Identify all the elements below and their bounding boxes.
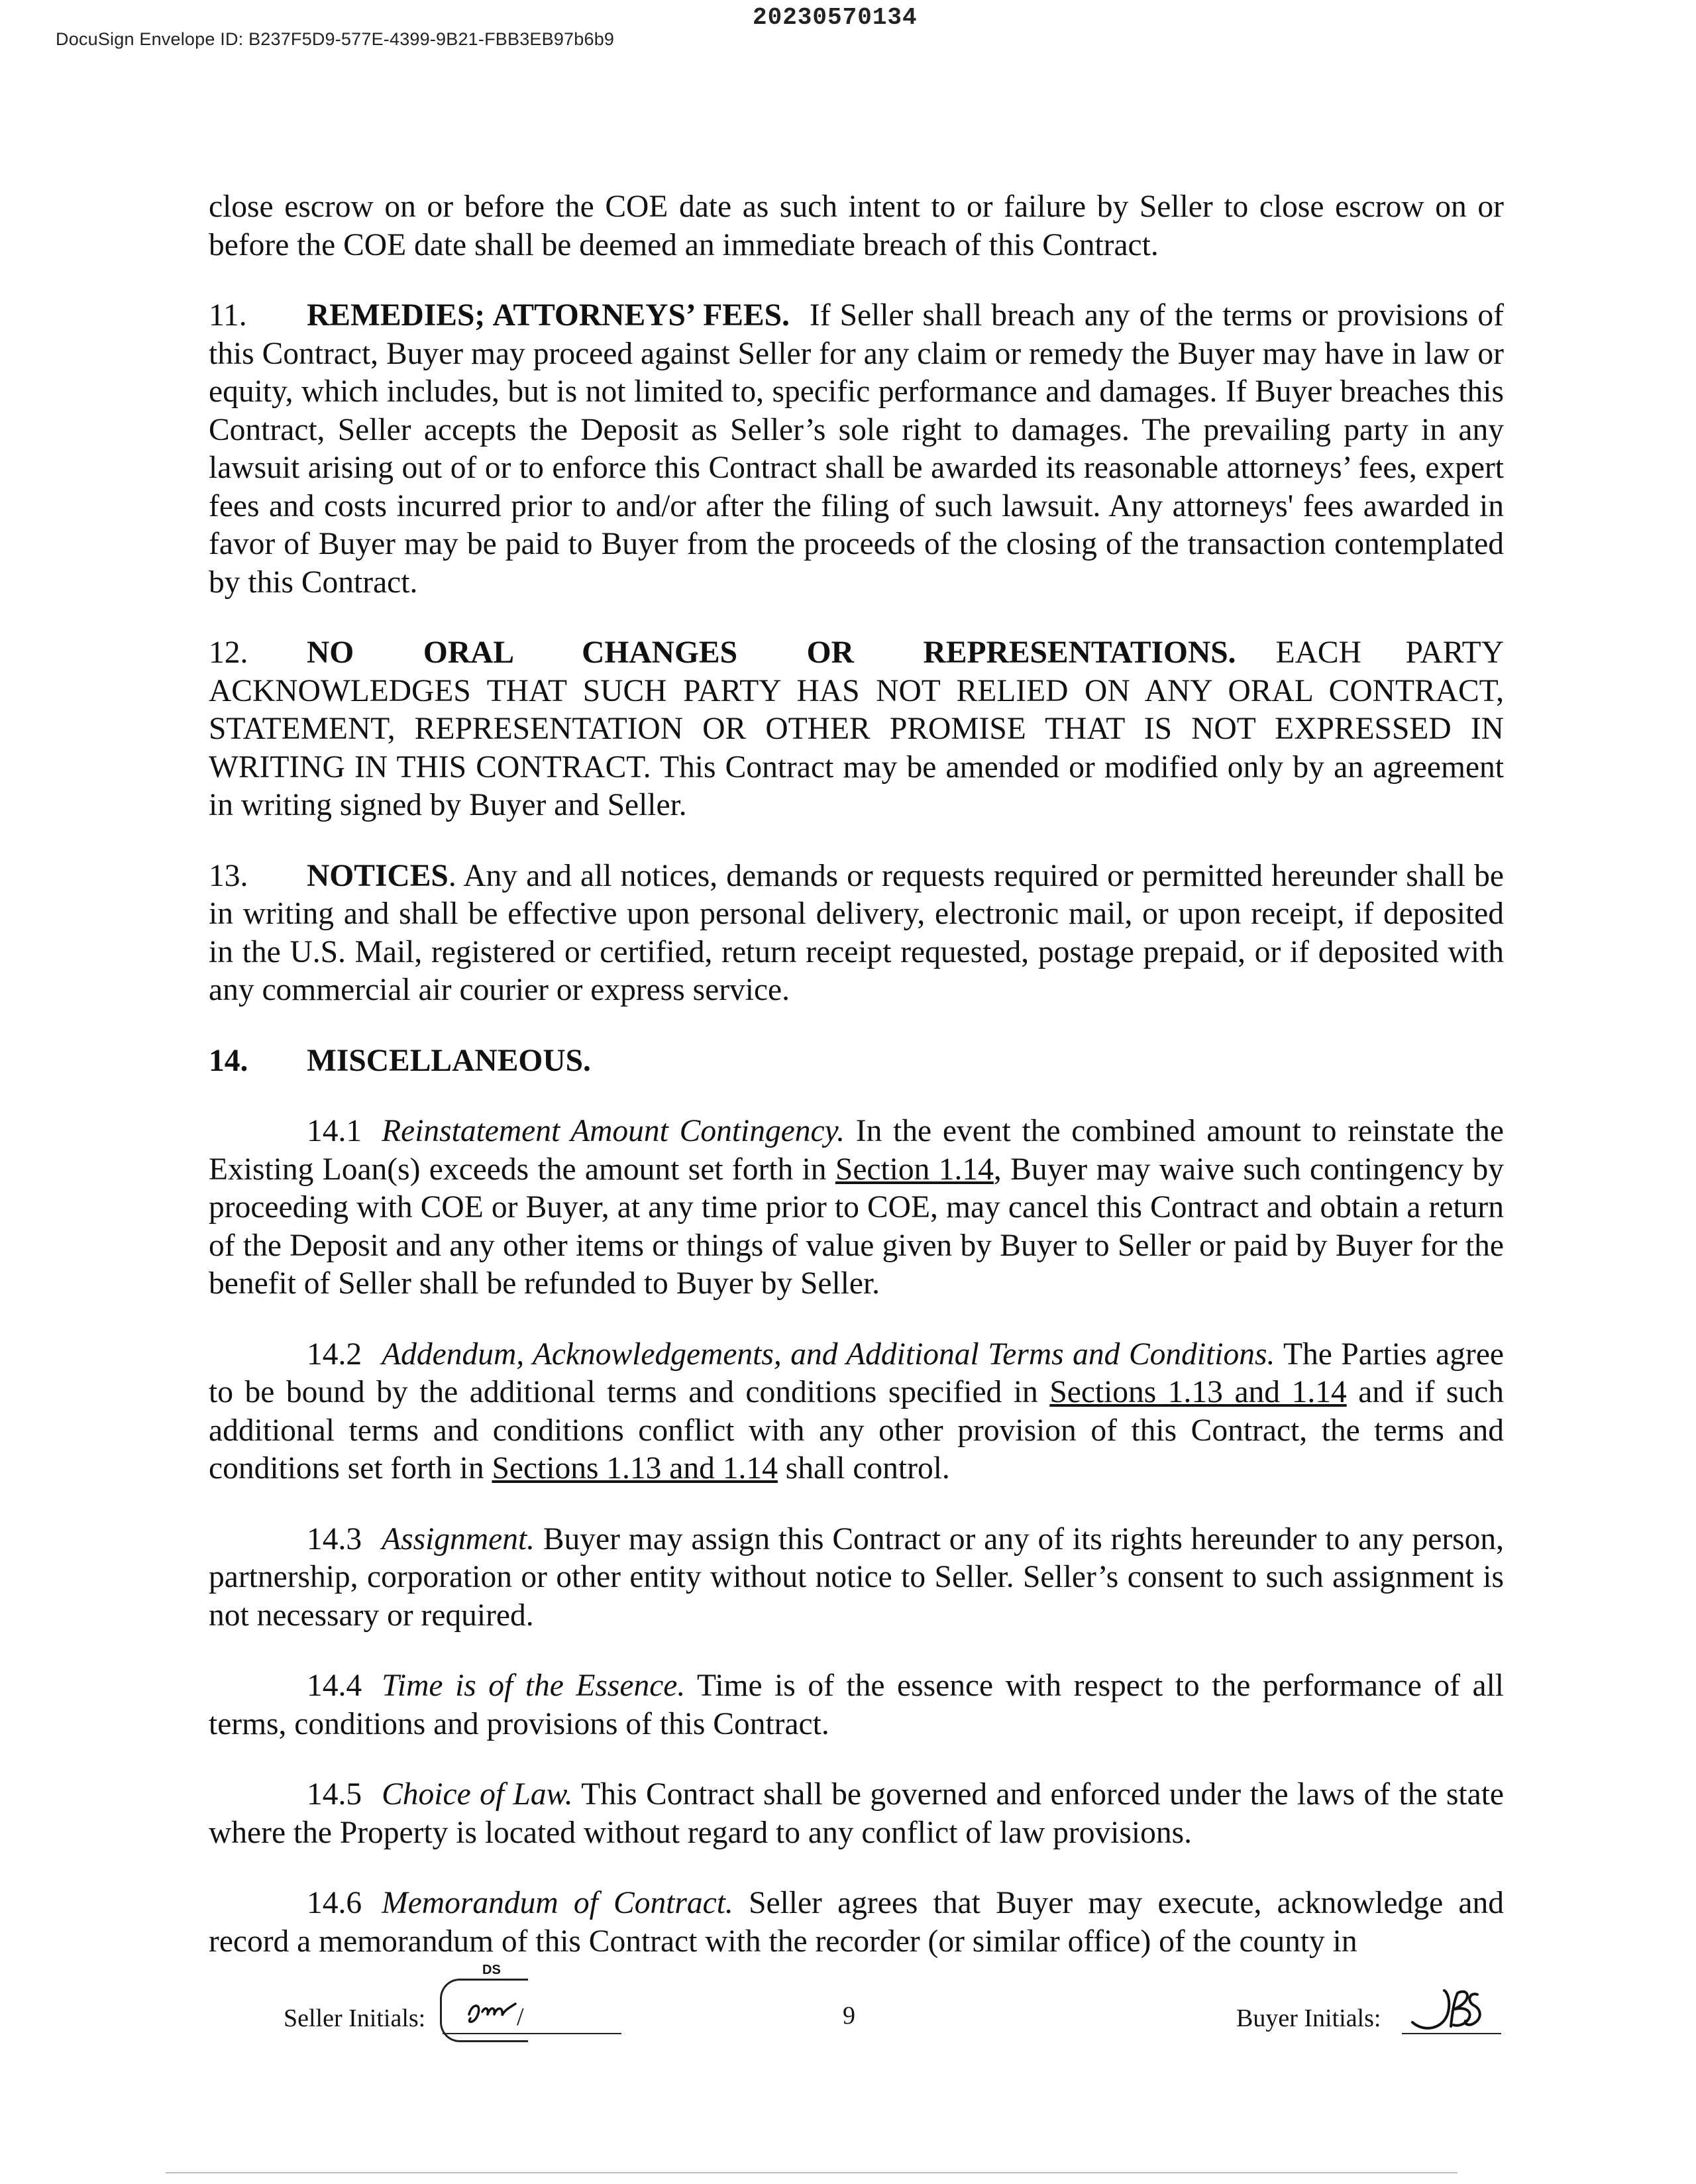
section-14-6 — [209, 1884, 1504, 1961]
seller-initials-signature-icon — [464, 1994, 523, 2028]
subsection-number: 14.5 — [307, 1777, 362, 1812]
subsection-number: 14.3 — [307, 1521, 362, 1556]
page-number: 9 — [843, 2002, 855, 2030]
subsection-number: 14.2 — [307, 1337, 362, 1372]
subsection-text: Time is of the essence with respect to the performance of all terms, conditions and provisions of this Contract. — [209, 1668, 1504, 1741]
subsection-title: Assignment. — [382, 1521, 535, 1556]
subsection-title: Time is of the Essence. — [382, 1668, 686, 1703]
subsection-title: Addendum, Acknowledgements, and Additional Terms and Conditions. — [382, 1337, 1275, 1372]
subsection-text: The Parties agree to be bound by the additional terms and conditions specified in — [209, 1337, 1504, 1409]
section-11 — [209, 297, 1504, 602]
section-14-5 — [209, 1776, 1504, 1852]
section-reference: Sections 1.13 and 1.14 — [1049, 1375, 1347, 1409]
section-14-2 — [209, 1336, 1504, 1488]
bottom-scan-line — [166, 2172, 1458, 2173]
subsection-text: Seller agrees that Buyer may execute, acknowledge and record a memorandum of this Contract with the recorder (or similar office) of the county in — [209, 1886, 1504, 1959]
seller-initials-line — [443, 2033, 621, 2034]
subsection-title: Reinstatement Amount Contingency. — [382, 1114, 845, 1148]
docusign-envelope-id: DocuSign Envelope ID: B237F5D9-577E-4399-9B21-FBB3EB97b6b9 — [56, 29, 615, 49]
subsection-number: 14.6 — [307, 1886, 362, 1920]
recording-number: 20230570134 — [753, 4, 918, 31]
subsection-number: 14.1 — [307, 1114, 362, 1148]
section-text: This Contract may be amended or modified only by an agreement in writing signed by Buyer and Seller. — [209, 749, 1504, 822]
buyer-initials-label: Buyer Initials: — [1236, 2004, 1381, 2032]
section-title: REMEDIES; ATTORNEYS’ FEES. — [307, 298, 790, 333]
subsection-text: and if such additional terms and conditions conflict with any other provision of this Contract, the terms and conditions set forth in — [209, 1375, 1504, 1486]
section-14-1 — [209, 1113, 1504, 1303]
buyer-initials-signature-icon — [1404, 1985, 1504, 2038]
section-14 — [209, 1042, 1504, 1081]
subsection-title: Choice of Law. — [382, 1777, 573, 1812]
section-text: . Any and all notices, demands or requests required or permitted hereunder shall be in writing and shall be effective upon personal delivery, electronic mail, or upon receipt, if deposited in the U.S. Mail, registered or certified, return receipt requested, postage prepaid, or if deposited with any commercial air courier or express service. — [209, 858, 1504, 1007]
section-12 — [209, 634, 1504, 825]
section-title: MISCELLANEOUS. — [307, 1043, 591, 1078]
section-number: 11. — [209, 298, 247, 333]
subsection-number: 14.4 — [307, 1668, 362, 1703]
section-reference: Section 1.14 — [835, 1152, 994, 1187]
subsection-text: shall control. — [777, 1451, 950, 1486]
section-title: NOTICES — [307, 858, 449, 893]
section-reference: Sections 1.13 and 1.14 — [492, 1451, 778, 1486]
section-number: 12. — [209, 635, 248, 670]
subsection-text: , Buyer may waive such contingency by proceeding with COE or Buyer, at any time prior to COE, may cancel this Contract and obtain a return of the Deposit and any other items or things of value given by Buyer to Seller or paid by Buyer for the benefit of Seller shall be refunded to Buyer by Seller. — [209, 1152, 1504, 1301]
paragraph-intro: close escrow on or before the COE date as such intent to or failure by Seller to close escrow on or before the COE date shall be deemed an immediate breach of this Contract. — [209, 190, 1504, 262]
contract-body — [209, 188, 1504, 1993]
subsection-text: In the event the combined amount to reinstate the Existing Loan(s) exceeds the amount set forth in — [209, 1114, 1504, 1187]
section-title: NO ORAL CHANGES OR REPRESENTATIONS. — [307, 635, 1236, 670]
section-14-4 — [209, 1667, 1504, 1743]
section-number: 14. — [209, 1043, 248, 1078]
docusign-ds-label: DS — [482, 1963, 501, 1977]
subsection-text: This Contract shall be governed and enforced under the laws of the state where the Property is located without regard to any conflict of law provisions. — [209, 1777, 1504, 1850]
section-13 — [209, 857, 1504, 1010]
seller-initials-label: Seller Initials: — [284, 2004, 426, 2032]
seller-initials-slash: / — [517, 2003, 524, 2031]
subsection-title: Memorandum of Contract. — [382, 1886, 733, 1920]
section-number: 13. — [209, 858, 248, 893]
section-14-3 — [209, 1521, 1504, 1635]
subsection-text: Buyer may assign this Contract or any of its rights hereunder to any person, partnership, corporation or other entity without notice to Seller. Seller’s consent to such assignment is not necessary or required. — [209, 1521, 1504, 1633]
section-text-caps: EACH PARTY ACKNOWLEDGES THAT SUCH PARTY HAS NOT RELIED ON ANY ORAL CONTRACT, STATEMENT, REPRESENTATION OR OTHER PROMISE THAT IS NOT EXPRESSED IN WRITING IN THIS CONTRACT. — [209, 635, 1504, 785]
section-text: If Seller shall breach any of the terms or provisions of this Contract, Buyer may proceed against Seller for any claim or remedy the Buyer may have in law or equity, which includes, but is not limited to, specific performance and damages. If Buyer breaches this Contract, Seller accepts the Deposit as Seller’s sole right to damages. The prevailing party in any lawsuit arising out of or to enforce this Contract shall be awarded its reasonable attorneys’ fees, expert fees and costs incurred prior to and/or after the filing of such lawsuit. Any attorneys' fees awarded in favor of Buyer may be paid to Buyer from the proceeds of the closing of the transaction contemplated by this Contract. — [209, 298, 1504, 600]
